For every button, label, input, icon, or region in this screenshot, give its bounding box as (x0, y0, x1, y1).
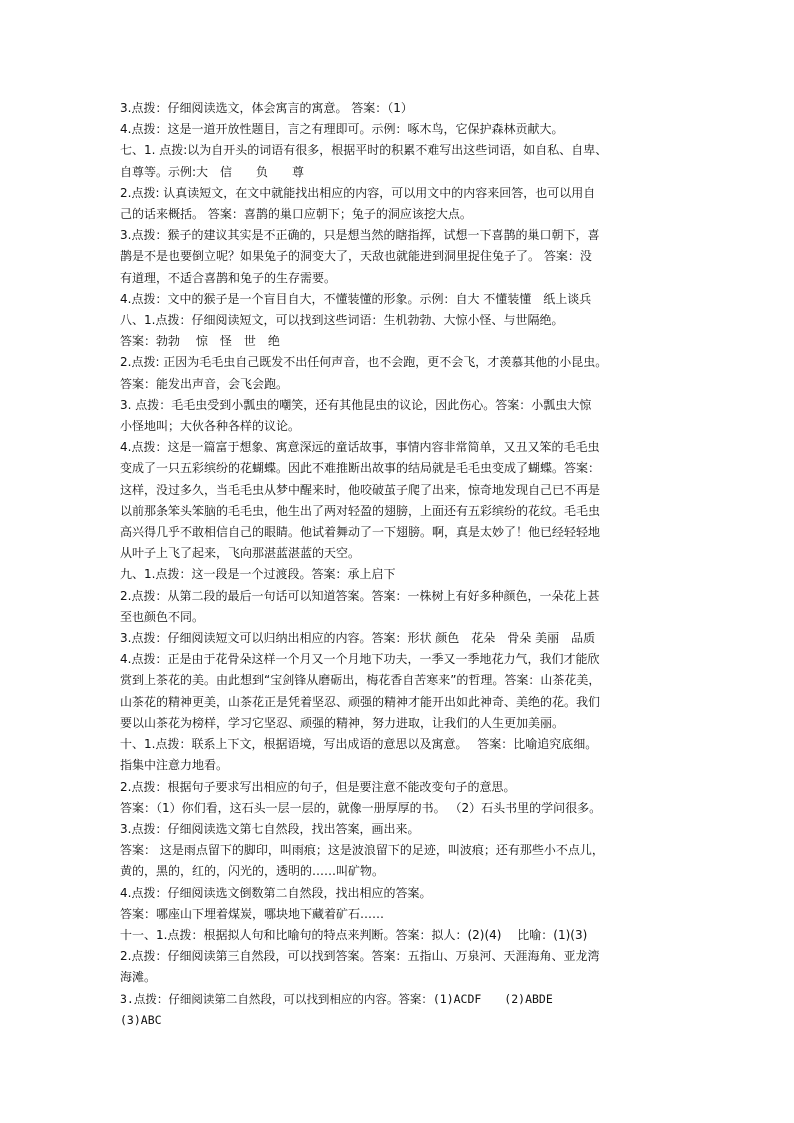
text-line: 十、1.点拨：联系上下文，根据语境，写出成语的意思以及寓意。 答案：比喻追究底细。 (120, 737, 598, 752)
text-line: 高兴得几乎不敢相信自己的眼睛。他试着舞动了一下翅膀。啊，真是太妙了！他已经轻轻地 (120, 525, 601, 540)
text-line: 4.点拨：正是由于花骨朵这样一个月又一个月地下功夫，一季又一季地花力气，我们才能欣 (120, 652, 600, 667)
text-line: 山茶花的精神更美，山茶花正是凭着坚忍、顽强的精神才能开出如此神奇、美绝的花。我们 (120, 694, 601, 709)
answer-key-document (120, 98, 675, 1031)
text-line: 3. 点拨：毛毛虫受到小瓢虫的嘲笑，还有其他昆虫的议论，因此伤心。答案：小瓢虫大惊 (120, 397, 592, 412)
text-line: 从叶子上飞了起来，飞向那湛蓝湛蓝的天空。 (120, 546, 361, 561)
text-line: 3.点拨：仔细阅读短文可以归纳出相应的内容。答案：形状 颜色 花朵 骨朵 美丽 品质 (120, 631, 596, 646)
text-line: 变成了一只五彩缤纷的花蝴蝶。因此不难推断出故事的结局就是毛毛虫变成了蝴蝶。答案： (120, 461, 601, 476)
text-line: 指集中注意力地看。 (120, 758, 229, 773)
text-line: 3.点拨：仔细阅读选文第七自然段，找出答案，画出来。 (120, 821, 420, 836)
text-line: 九、1.点拨：这一段是一个过渡段。答案：承上启下 (120, 567, 396, 582)
text-line: (3)ABC (120, 1012, 162, 1027)
text-line: 2.点拨：从第二段的最后一句话可以知道答案。答案：一株树上有好多种颜色，一朵花上甚 (120, 588, 600, 603)
text-line: 海滩。 (120, 970, 157, 985)
text-line: 七、1. 点拨:以为自开头的词语有很多，根据平时的积累不难写出这些词语，如自私、自卑、 (120, 143, 608, 158)
text-line: 己的话来概括。 答案：喜鹊的巢口应朝下；兔子的洞应该挖大点。 (120, 207, 472, 222)
text-line: 答案：哪座山下埋着煤炭，哪块地下藏着矿石…… (120, 906, 385, 921)
text-line: 2.点拨: 认真读短文，在文中就能找出相应的内容，可以用文中的内容来回答，也可以用自 (120, 185, 596, 200)
text-line: 赏到上茶花的美。由此想到“宝剑锋从磨砺出，梅花香自苦寒来”的哲理。答案：山茶花美， (120, 673, 601, 688)
text-line: 4.点拨：这是一道开放性题目，言之有理即可。示例：啄木鸟，它保护森林贡献大。 (120, 122, 564, 137)
text-line: 答案：勃勃 惊 怪 世 绝 (120, 334, 280, 349)
text-line: 至也颜色不同。 (120, 609, 205, 624)
text-line: 4.点拨：文中的猴子是一个盲目自大，不懂装懂的形象。示例：自大 不懂装懂 纸上谈兵 (120, 291, 592, 306)
text-line: 黄的，黑的，红的，闪光的，透明的……叫矿物。 (120, 864, 385, 879)
text-line: 答案：（1）你们看，这石头一层一层的，就像一册厚厚的书。 （2）石头书里的学问很多。 (120, 800, 602, 815)
text-line: 4.点拨：仔细阅读选文倒数第二自然段，找出相应的答案。 (120, 885, 432, 900)
text-line: 八、1.点拨：仔细阅读短文，可以找到这些词语：生机勃勃、大惊小怪、与世隔绝。 (120, 313, 564, 328)
text-line: 小怪地叫；大伙各种各样的议论。 (120, 419, 301, 434)
text-line: 自尊等。示例:大 信 负 尊 (120, 164, 305, 179)
text-line: 3.点拨：仔细阅读选文，体会寓言的寓意。 答案：（1） (120, 101, 413, 115)
text-line: 要以山茶花为榜样，学习它坚忍、顽强的精神，努力进取，让我们的人生更加美丽。 (120, 715, 565, 730)
text-line: 鹊是不是也要倒立呢？如果兔子的洞变大了，天敌也就能进到洞里捉住兔子了。 答案：没 (120, 249, 592, 264)
text-line: 3.点拨：仔细阅读第二自然段，可以找到相应的内容。答案：(1)ACDF (2)ABDE (120, 991, 553, 1006)
text-line: 2.点拨：根据句子要求写出相应的句子，但是要注意不能改变句子的意思。 (120, 779, 516, 794)
text-line: 十一、1.点拨：根据拟人句和比喻句的特点来判断。答案：拟人：(2)(4) 比喻：(1)(3) (120, 927, 588, 942)
text-line: 有道理，不适合喜鹊和兔子的生存需要。 (120, 270, 337, 285)
text-line: 以前那条笨头笨脑的毛毛虫，他生出了两对轻盈的翅膀，上面还有五彩缤纷的花纹。毛毛虫 (120, 503, 601, 518)
text-line: 3.点拨：猴子的建议其实是不正确的，只是想当然的瞎指挥，试想一下喜鹊的巢口朝下，喜 (120, 228, 600, 243)
text-line: 2.点拨: 正因为毛毛虫自己既发不出任何声音，也不会跑，更不会飞，才羡慕其他的小昆虫。 (120, 355, 608, 370)
text-line: 答案： 这是雨点留下的脚印，叫雨痕；这是波浪留下的足迹，叫波痕；还有那些小不点儿， (120, 843, 604, 858)
text-line: 4.点拨：这是一篇富于想象、寓意深远的童话故事，事情内容非常简单，又丑又笨的毛毛虫 (120, 440, 600, 455)
text-line: 这样，没过多久，当毛毛虫从梦中醒来时，他咬破茧子爬了出来，惊奇地发现自己已不再是 (120, 482, 601, 497)
text-line: 答案：能发出声音，会飞会跑。 (120, 376, 289, 391)
text-line: 2.点拨：仔细阅读第三自然段，可以找到答案。答案：五指山、万泉河、天涯海角、亚龙湾 (120, 949, 600, 964)
